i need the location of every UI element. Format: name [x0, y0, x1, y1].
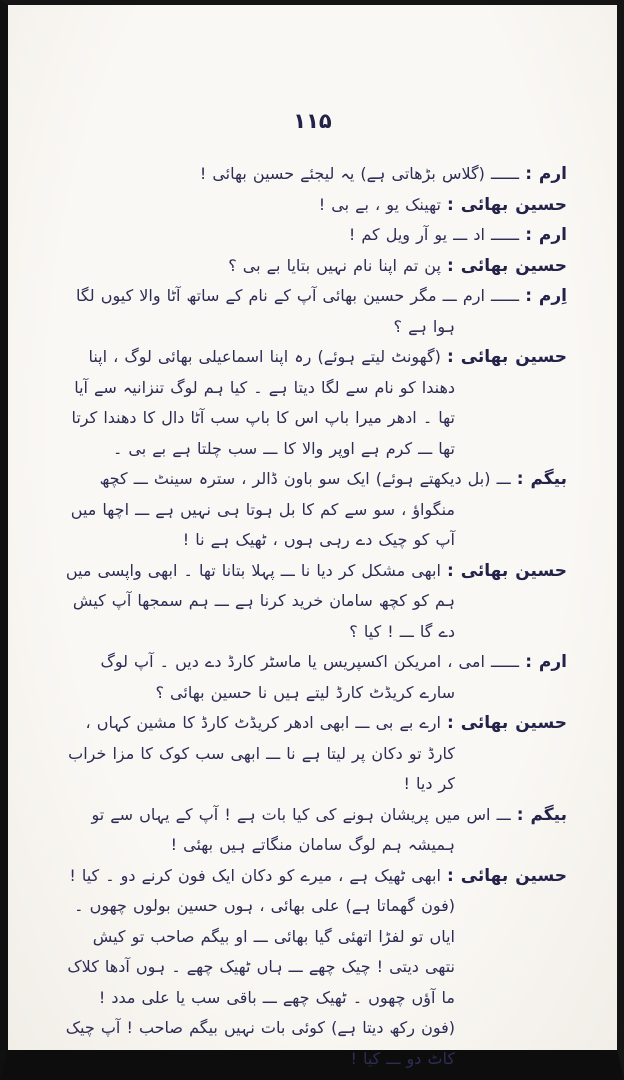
dialogue-entry	[64, 647, 567, 708]
dialogue-text: ــــــ اد ـــ یو آر ویل کم !	[348, 225, 520, 244]
dialogue-text: ابھی مشکل کر دیا نا ـــ پہلا بتانا تھا ۔ ابھی واپسی میں ہم کو کچھ سامان خرید کرنا ہے ـــ ہم سمجھا آپ کیش دے گا ـــ ! کیا ؟	[65, 560, 455, 641]
speaker-name: حسین بھائی :	[447, 347, 567, 367]
dialogue-text: ـــ اس میں پریشان ہونے کی کیا بات ہے ! آپ کے یہاں سے تو ہمیشہ ہم لوگ سامان منگاتے ہیں بھئی !	[91, 804, 511, 854]
dialogue-text: ابھی ٹھیک ہے ، میرے کو دکان ایک فون کرنے دو ۔ کیا ! (فون گھماتا ہے) علی بھائی ، ہوں حسین بولوں چھوں ۔ ایاں تو لفڑا اتھئی گیا بھائی ـــ او بیگم صاحب تو کیش نتھی دیتی ! چیک چھے ـــ ہاں ٹھیک چھے ۔ ہوں آدھا کلاک ما آؤں چھوں ۔ ٹھیک چھے ـــ باقی سب یا علی مدد ! (فون رکھ دیتا ہے) کوئی بات نہیں بیگم صاحب ! آپ چیک کاٹ دو ـــ کیا !	[65, 865, 455, 1068]
dialogue-text: ارے بے بی ـــ ابھی ادھر کریڈٹ کارڈ کا مشین کہاں ، کارڈ تو دکان پر لیتا ہے نا ـــ ابھی سب کوک کا مزا خراب کر دیا !	[68, 713, 455, 793]
dialogue-entry	[64, 342, 567, 464]
speaker-name: ارم :	[525, 225, 567, 245]
dialogue-entry	[64, 861, 567, 1075]
speaker-name: حسین بھائی :	[447, 713, 567, 733]
speaker-name: حسین بھائی :	[447, 865, 567, 886]
dialogue-text: ــــــ (گلاس بڑھاتی ہے) یہ لیجئے حسین بھائی !	[199, 164, 520, 183]
speaker-name: حسین بھائی :	[447, 194, 567, 215]
speaker-name: ارم :	[525, 652, 567, 672]
dialogue-text: پن تم اپنا نام نہیں بتایا بے بی ؟	[228, 255, 441, 275]
dialogue-entry	[64, 220, 567, 251]
dialogue-text: ـــ (بل دیکھتے ہوئے) ایک سو باون ڈالر ، سترہ سینٹ ـــ کچھ منگواؤ ، سو سے کم کا بل ہوتا ہی نہیں ہے ـــ اچھا میں آپ کو چیک دے رہی ہوں ، ٹھیک ہے نا !	[70, 469, 511, 549]
dialogue-entry	[64, 190, 567, 221]
dialogue-entry	[64, 800, 567, 861]
dialogue-text: تھینک یو ، بے بی !	[318, 194, 441, 214]
speaker-name: حسین بھائی :	[447, 255, 567, 276]
dialogue-entry	[64, 556, 567, 648]
dialogue-entry	[64, 281, 567, 342]
dialogue-block	[64, 159, 567, 1074]
speaker-name: ارم :	[525, 164, 567, 184]
speaker-name: بیگم :	[516, 469, 567, 489]
page-number: ۱۱۵	[293, 109, 332, 133]
speaker-name: حسین بھائی :	[447, 560, 567, 581]
speaker-name: اِرم :	[525, 286, 567, 306]
speaker-name: بیگم :	[516, 804, 567, 825]
dialogue-entry	[64, 464, 567, 556]
dialogue-text: ــــــ ارم ـــ مگر حسین بھائی آپ کے نام کے ساتھ آٹا والا کیوں لگا ہوا ہے ؟	[76, 286, 520, 336]
dialogue-entry	[64, 159, 567, 190]
dialogue-text: (گھونٹ لیتے ہوئے) رہ اپنا اسماعیلی بھائی لوگ ، اپنا دھندا کو نام سے لگا دیتا ہے ۔ کیا ہم لوگ تنزانیہ سے آیا تھا ۔ ادھر میرا باپ اس کا باپ سب آٹا دال کا دھندا کرتا تھا ـــ کرم ہے اوپر والا کا ـــ سب چلتا ہے بے بی ۔	[71, 347, 455, 458]
dialogue-entry	[64, 251, 567, 282]
dialogue-text: ــــــ امی ، امریکن اکسپریس یا ماسٹر کارڈ دے دیں ۔ آپ لوگ سارے کریڈٹ کارڈ لیتے ہیں نا حسین بھائی ؟	[100, 652, 520, 702]
dialogue-entry	[64, 708, 567, 800]
